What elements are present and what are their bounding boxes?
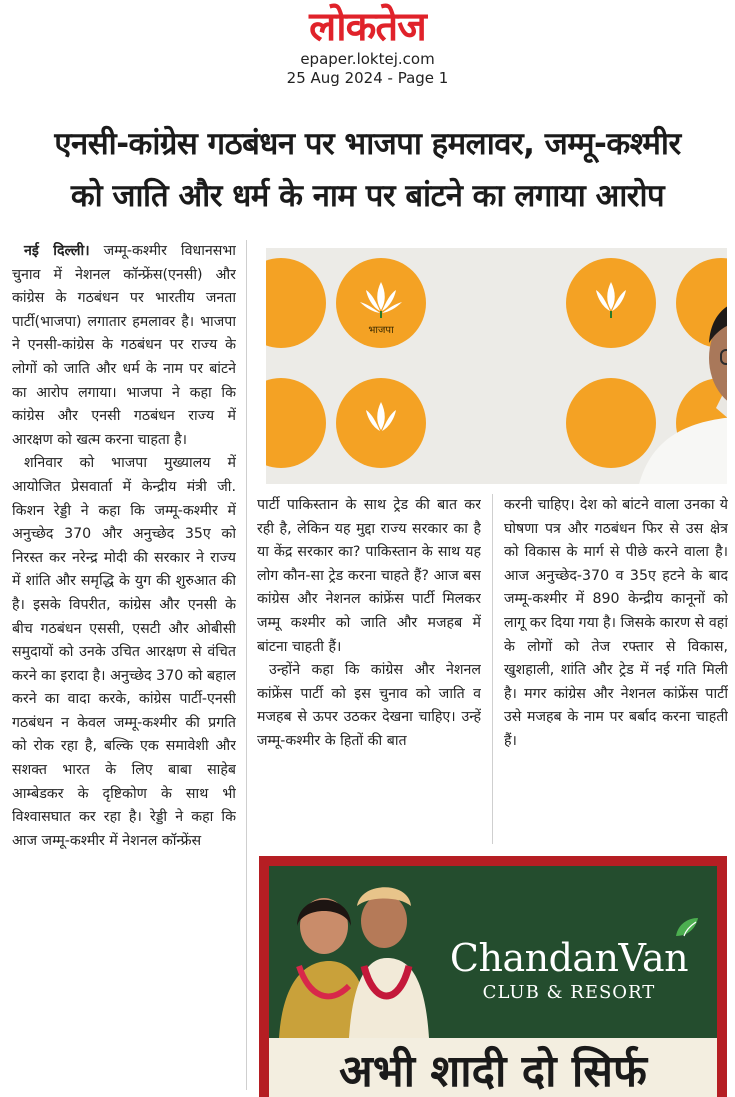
backdrop-label: भाजपा xyxy=(368,325,394,336)
paragraph xyxy=(12,240,236,452)
dateline: नई दिल्ली। xyxy=(24,243,90,259)
bjp-logo-tile xyxy=(266,258,326,348)
paragraph: करनी चाहिए। देश को बांटने वाला उनका ये घोषणा पत्र और गठबंधन फिर से उस क्षेत्र को विकास के मार्ग से पीछे करने वाला है। आज अनुच्छेद-370 व 35ए हटने के बाद जम्मू-कश्मीर में 890 केन्द्रीय कानूनों को लागू कर दिया गया है। जिसके कारण से वहां के लोगों को तेज रफ्तार से विकास, खुशहाली, शांति और ट्रेड में नई गति मिली है। मगर कांग्रेस और नेशनल कांफ्रेंस पार्टी उसे मजहब के नाम पर बर्बाद करना चाहती हैं। xyxy=(504,497,728,749)
article-photo xyxy=(266,248,727,484)
article-headline xyxy=(10,118,725,222)
ad-brand-subtitle: CLUB & RESORT xyxy=(482,982,656,1003)
article-column-1 xyxy=(12,240,236,1090)
couple-photo xyxy=(269,866,439,1038)
headline-line-1: एनसी-कांग्रेस गठबंधन पर भाजपा हमलावर, जम्मू-कश्मीर xyxy=(54,126,681,162)
advertisement[interactable] xyxy=(259,856,727,1097)
article-column-2 xyxy=(257,494,481,844)
leaf-icon xyxy=(674,916,700,938)
site-url[interactable]: epaper.loktej.com xyxy=(300,50,435,68)
masthead xyxy=(0,4,735,88)
column-divider xyxy=(246,240,247,1090)
ad-banner xyxy=(269,1038,717,1097)
headline-line-2: को जाति और धर्म के नाम पर बांटने का लगाया आरोप xyxy=(70,178,665,214)
speaker-figure xyxy=(626,288,727,484)
article-column-3 xyxy=(504,494,728,844)
ad-brand-block xyxy=(429,936,709,1006)
paragraph: उन्होंने कहा कि कांग्रेस और नेशनल कांफ्रेंस पार्टी को इस चुनाव को जाति व मजहब से ऊपर उठकर देखना चाहिए। उन्हें जम्मू-कश्मीर के हितों की बात xyxy=(257,662,481,749)
paragraph: शनिवार को भाजपा मुख्यालय में आयोजित प्रेसवार्ता में केन्द्रीय मंत्री जी. किशन रेड्डी ने कहा कि जम्मू-कश्मीर में अनुच्छेद 370 और अनुच्छेद 35ए को निरस्त कर नरेन्द्र मोदी की सरकार ने राज्य में शांति और समृद्धि के युग की शुरुआत की है। इसके विपरीत, कांग्रेस और एनसी के बीच गठबंधन एससी, एसटी और ओबीसी समुदायों को उनके उचित आरक्षण से वंचित करने का इरादा है। अनुच्छेद 370 को बहाल करने का वादा करके, कांग्रेस पार्टी-एनसी गठबंधन न केवल जम्मू-कश्मीर की प्रगति को रोक रहा है, बल्कि एक समावेशी और सशक्त भारत के लिए बाबा साहेब आम्बेडकर के दृष्टिकोण के साथ भी विश्वासघात कर रहा है। रेड्डी ने कहा कि आज जम्मू-कश्मीर में नेशनल कॉन्फ्रेंस xyxy=(12,455,236,849)
edition-date: 25 Aug 2024 - Page 1 xyxy=(286,69,449,87)
paragraph-text: जम्मू-कश्मीर विधानसभा चुनाव में नेशनल कॉन्फ्रेंस(एनसी) और कांग्रेस के गठबंधन पर भारतीय जनता पार्टी(भाजपा) लगातार हमलावर है। भाजपा ने एनसी-कांग्रेस के गठबंधन पर राज्य के लोगों को जाति और धर्म के नाम पर बांटने का आरोप लगाया। भाजपा ने कहा कि कांग्रेस और एनसी गठबंधन राज्य में आरक्षण को खत्म करना चाहता है। xyxy=(12,243,236,448)
ad-banner-text: अभी शादी दो सिर्फ xyxy=(339,1046,647,1097)
lotus-icon xyxy=(358,278,404,318)
column-divider xyxy=(492,494,493,844)
bjp-logo-tile xyxy=(336,378,426,468)
paragraph: पार्टी पाकिस्तान के साथ ट्रेड की बात कर रही है, लेकिन यह मुद्दा राज्य सरकार का है या केंद्र सरकार का? पाकिस्तान के साथ यह लोग कौन-सा ट्रेड करना चाहते हैं? आज बस कांग्रेस और नेशनल कांफ्रेंस पार्टी मिलकर जम्मू कश्मीर को जाति और मजहब में बांटना चाहती हैं। xyxy=(257,497,481,655)
newspaper-logo[interactable]: लोकतेज xyxy=(309,4,426,50)
bjp-logo-tile xyxy=(266,378,326,468)
lotus-icon xyxy=(358,398,404,438)
ad-brand-name: ChandanVan xyxy=(449,936,689,980)
bjp-logo-tile xyxy=(336,258,426,348)
